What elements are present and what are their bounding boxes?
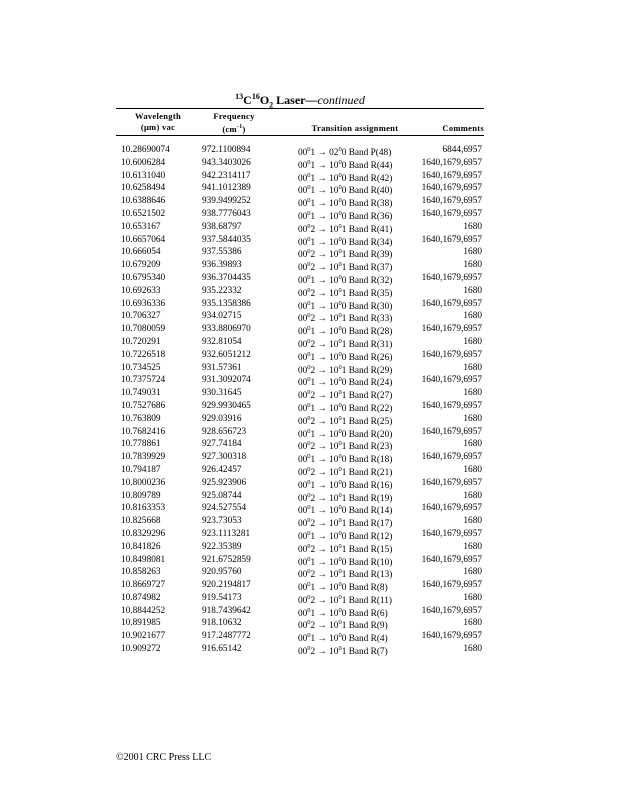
cell-frequency: 972.1100894 (202, 145, 251, 155)
table-top-rule (116, 108, 484, 109)
cell-transition: $00^02 \to 10^01$ Band R(37) (298, 261, 393, 274)
cell-frequency: 931.57361 (202, 362, 242, 373)
arrow-icon: → (317, 301, 327, 312)
table-row (116, 554, 484, 567)
cell-wavelength: 10.679209 (121, 260, 161, 271)
cell-comments: 1680 (463, 260, 482, 271)
cell-wavelength: 10.706327 (121, 311, 161, 322)
cell-comments: 1680 (463, 567, 482, 578)
cell-transition: $00^01 \to 10^00$ Band R(28) (298, 325, 393, 338)
continued-label: continued (317, 93, 365, 107)
cell-comments: 1640,1679,6957 (421, 234, 482, 245)
cell-transition: $00^02 \to 10^01$ Band R(11) (298, 593, 392, 606)
cell-wavelength: 10.666054 (121, 247, 161, 258)
cell-wavelength: 10.825668 (121, 516, 161, 527)
arrow-icon: → (317, 314, 327, 325)
cell-comments: 1640,1679,6957 (421, 157, 482, 168)
cell-transition: $00^02 \to 10^01$ Band R(9) (298, 619, 388, 632)
arrow-icon: → (317, 557, 327, 568)
table-row (116, 221, 484, 234)
arrow-icon: → (317, 250, 327, 261)
cell-frequency: 924.527554 (202, 503, 247, 514)
cell-comments: 1640,1679,6957 (421, 375, 482, 386)
cell-comments: 1680 (463, 388, 482, 399)
cell-comments: 1640,1679,6957 (421, 208, 482, 219)
cell-frequency: 942.2314117 (202, 170, 251, 181)
cell-comments: 1640,1679,6957 (421, 580, 482, 591)
cell-frequency: 943.3403026 (202, 157, 251, 168)
arrow-icon: → (317, 455, 327, 466)
cell-wavelength: 10.6657064 (121, 234, 166, 245)
cell-comments: 1640,1679,6957 (421, 528, 482, 539)
arrow-icon: → (317, 212, 327, 223)
table-row (116, 490, 484, 503)
table-row (116, 643, 484, 656)
cell-frequency: 922.35389 (202, 541, 242, 552)
arrow-icon: → (317, 506, 327, 517)
table-row (116, 157, 484, 170)
cell-wavelength: 10.734525 (121, 362, 161, 373)
cell-comments: 1680 (463, 362, 482, 373)
cell-wavelength: 10.858263 (121, 567, 161, 578)
cell-transition: $00^02 \to 10^01$ Band R(21) (298, 465, 393, 479)
table-row (116, 208, 484, 221)
copyright-footer: ©2001 CRC Press LLC (116, 752, 212, 763)
header-frequency: Frequency $(cm^{-1})$ (213, 111, 255, 134)
arrow-icon: → (317, 288, 327, 299)
cell-transition: $00^01 \to 10^00$ Band R(42) (298, 171, 393, 184)
cell-frequency: 929.03916 (202, 413, 242, 424)
cell-frequency: 920.2194817 (202, 580, 251, 591)
cell-wavelength: 10.6258494 (121, 183, 166, 194)
cell-comments: 1680 (463, 413, 482, 424)
cell-wavelength: 10.778861 (121, 439, 161, 450)
cell-frequency: 918.10632 (202, 618, 242, 629)
arrow-icon: → (317, 608, 327, 619)
cell-wavelength: 10.7080059 (121, 324, 166, 335)
cell-frequency: 927.74184 (202, 439, 242, 450)
cell-frequency: 916.65142 (202, 644, 242, 655)
cell-transition: $00^01 \to 10^00$ Band R(32) (298, 273, 393, 287)
cell-comments: 1640,1679,6957 (421, 503, 482, 514)
table-row (116, 234, 484, 247)
arrow-icon: → (317, 340, 327, 351)
table-row (116, 515, 484, 528)
cell-transition: $00^02 \to 10^01$ Band R(33) (298, 312, 393, 325)
table-row (116, 336, 484, 349)
cell-wavelength: 10.6006284 (121, 157, 166, 168)
header-comments: Comments (442, 123, 484, 133)
cell-wavelength: 10.6388646 (121, 196, 166, 207)
table-row (116, 246, 484, 259)
header-transition: Transition assignment (311, 123, 399, 133)
arrow-icon: → (317, 263, 327, 274)
cell-transition: $00^01 \to 10^00$ Band R(38) (298, 197, 393, 210)
table-row (116, 323, 484, 336)
table-row (116, 451, 484, 464)
cell-comments: 1640,1679,6957 (421, 400, 482, 411)
cell-transition: $00^01 \to 10^00$ Band R(18) (298, 453, 393, 466)
cell-wavelength: 10.7839929 (121, 452, 166, 463)
cell-transition: $00^02 \to 10^01$ Band R(39) (298, 248, 393, 261)
cell-comments: 1640,1679,6957 (421, 183, 482, 194)
arrow-icon: → (317, 519, 327, 530)
table-row (116, 285, 484, 298)
arrow-icon: → (317, 237, 327, 248)
cell-transition: $00^02 \to 10^01$ Band R(19) (298, 491, 393, 504)
cell-frequency: 925.923906 (202, 477, 247, 488)
cell-transition: $00^02 \to 10^01$ Band R(7) (298, 645, 388, 658)
cell-transition: $00^01 \to 10^00$ Band R(34) (298, 235, 393, 248)
cell-comments: 1640,1679,6957 (421, 196, 482, 207)
cell-frequency: 920.95760 (202, 567, 242, 578)
arrow-icon: → (317, 429, 327, 440)
arrow-icon: → (317, 442, 327, 453)
cell-wavelength: 10.7682416 (121, 426, 166, 437)
cell-transition: $00^02 \to 10^01$ Band R(35) (298, 286, 393, 299)
cell-wavelength: 10.749031 (121, 388, 161, 399)
cell-frequency: 923.1113281 (202, 528, 251, 539)
cell-frequency: 921.6752859 (202, 554, 251, 565)
cell-wavelength: 10.8163353 (121, 503, 166, 514)
cell-transition: $00^01 \to 10^00$ Band R(16) (298, 478, 393, 491)
cell-frequency: 935.1358386 (202, 298, 251, 309)
arrow-icon: → (317, 391, 327, 402)
cell-comments: 1640,1679,6957 (421, 170, 482, 181)
cell-transition: $00^02 \to 10^01$ Band R(41) (298, 222, 393, 235)
cell-transition: $00^02 \to 10^01$ Band R(15) (298, 542, 393, 555)
cell-transition: $00^01 \to 10^00$ Band R(44) (298, 158, 393, 171)
cell-comments: 1680 (463, 464, 482, 475)
cell-comments: 1680 (463, 516, 482, 527)
cell-frequency: 936.3704435 (202, 272, 251, 283)
cell-frequency: 938.68797 (202, 221, 242, 232)
cell-transition: $00^01 \to 10^00$ Band R(20) (298, 427, 393, 440)
cell-wavelength: 10.7527686 (121, 400, 166, 411)
cell-transition: $00^01 \to 10^00$ Band R(6) (298, 606, 388, 619)
cell-transition: $00^01 \to 10^00$ Band R(24) (298, 376, 393, 389)
cell-frequency: 936.39893 (202, 260, 242, 271)
cell-frequency: 937.5844035 (202, 234, 251, 245)
table-row (116, 349, 484, 362)
cell-comments: 1680 (463, 644, 482, 655)
cell-wavelength: 10.9021677 (121, 631, 166, 642)
cell-frequency: 925.08744 (202, 490, 242, 501)
cell-comments: 1680 (463, 439, 482, 450)
table-row (116, 272, 484, 285)
cell-wavelength: 10.8329296 (121, 528, 166, 539)
arrow-icon: → (317, 416, 327, 427)
arrow-icon: → (317, 327, 327, 338)
table-row (116, 400, 484, 413)
arrow-icon: → (317, 621, 327, 632)
cell-frequency: 932.6051212 (202, 349, 251, 360)
cell-comments: 1680 (463, 221, 482, 232)
table-row (116, 182, 484, 195)
cell-transition: $00^01 \to 10^00$ Band R(22) (298, 401, 393, 415)
arrow-icon: → (317, 583, 327, 594)
table-row (116, 464, 484, 477)
cell-comments: 1680 (463, 336, 482, 347)
arrow-icon: → (317, 634, 327, 645)
cell-comments: 6844,6957 (442, 145, 482, 155)
cell-wavelength: 10.6521502 (121, 208, 166, 219)
cell-comments: 1640,1679,6957 (421, 631, 482, 642)
cell-frequency: 941.1012389 (202, 183, 251, 194)
arrow-icon: → (317, 468, 327, 479)
cell-wavelength: 10.8498081 (121, 554, 166, 565)
table-row (116, 413, 484, 426)
cell-frequency: 917.2487772 (202, 631, 251, 642)
cell-wavelength: 10.8000236 (121, 477, 166, 488)
arrow-icon: → (317, 365, 327, 376)
arrow-icon: → (317, 647, 327, 658)
table-row (116, 617, 484, 630)
table-row (116, 298, 484, 311)
arrow-icon: → (317, 532, 327, 542)
cell-comments: 1680 (463, 285, 482, 296)
cell-frequency: 928.656723 (202, 426, 247, 437)
table-header-rule (116, 135, 484, 136)
cell-transition: $00^02 \to 10^01$ Band R(25) (298, 414, 393, 427)
cell-comments: 1640,1679,6957 (421, 426, 482, 437)
cell-wavelength: 10.809789 (121, 490, 161, 501)
arrow-icon: → (317, 595, 327, 606)
cell-comments: 1640,1679,6957 (421, 272, 482, 283)
cell-wavelength: 10.6795340 (121, 272, 166, 283)
cell-comments: 1640,1679,6957 (421, 554, 482, 565)
cell-wavelength: 10.653167 (121, 221, 161, 232)
cell-wavelength: 10.874982 (121, 592, 161, 603)
cell-wavelength: 10.8669727 (121, 580, 166, 591)
table-row (116, 170, 484, 183)
arrow-icon: → (317, 173, 327, 184)
cell-frequency: 918.7439642 (202, 605, 251, 616)
cell-comments: 1640,1679,6957 (421, 477, 482, 488)
cell-transition: $00^02 \to 10^01$ Band R(31) (298, 337, 393, 351)
cell-transition: $00^02 \to 10^01$ Band R(23) (298, 440, 393, 453)
cell-frequency: 937.55386 (202, 247, 242, 258)
cell-comments: 1680 (463, 247, 482, 258)
cell-transition: $00^01 \to 10^00$ Band R(26) (298, 350, 393, 363)
cell-frequency: 934.02715 (202, 311, 242, 322)
cell-wavelength: 10.7226518 (121, 349, 166, 360)
table-row (116, 605, 484, 618)
cell-frequency: 923.73053 (202, 516, 242, 527)
arrow-icon: → (317, 160, 327, 171)
cell-wavelength: 10.8844252 (121, 605, 166, 616)
table-row (116, 374, 484, 387)
table-row (116, 259, 484, 272)
cell-frequency: 930.31645 (202, 388, 242, 399)
cell-transition: $00^02 \to 10^01$ Band R(13) (298, 568, 393, 581)
cell-wavelength: 10.6131040 (121, 170, 166, 181)
cell-frequency: 919.54173 (202, 592, 242, 603)
cell-frequency: 926.42457 (202, 464, 242, 475)
cell-comments: 1680 (463, 541, 482, 552)
cell-comments: 1640,1679,6957 (421, 349, 482, 360)
cell-frequency: 933.8806970 (202, 324, 251, 335)
cell-frequency: 931.3092074 (202, 375, 251, 386)
arrow-icon: → (317, 224, 327, 235)
arrow-icon: → (317, 570, 327, 581)
cell-wavelength: 10.692633 (121, 285, 161, 296)
cell-transition: $00^01 \to 10^00$ Band R(36) (298, 209, 393, 223)
cell-transition: $00^01 \to 10^00$ Band R(10) (298, 555, 393, 568)
header-wavelength: Wavelength (μm) vac (135, 111, 181, 132)
table-row (116, 426, 484, 439)
arrow-icon: → (317, 378, 327, 389)
cell-wavelength: 10.891985 (121, 618, 161, 629)
cell-transition: $00^01 \to 10^00$ Band R(40) (298, 184, 393, 197)
table-body (116, 144, 484, 656)
cell-comments: 1640,1679,6957 (421, 605, 482, 616)
arrow-icon: → (317, 404, 327, 415)
cell-frequency: 932.81054 (202, 336, 242, 347)
table-row (116, 502, 484, 515)
cell-transition: $00^02 \to 10^01$ Band R(27) (298, 389, 393, 402)
table-title: $^{13}C^{16}O_2$ Laser—continued (235, 92, 365, 110)
cell-frequency: 929.9930465 (202, 400, 251, 411)
cell-wavelength: 10.6936336 (121, 298, 166, 309)
cell-frequency: 939.9499252 (202, 196, 251, 207)
cell-wavelength: 10.7375724 (121, 375, 166, 386)
table-row (116, 566, 484, 579)
cell-comments: 1680 (463, 618, 482, 629)
cell-wavelength: 10.28690074 (121, 145, 170, 155)
cell-transition: $00^01 \to 10^00$ Band R(12) (298, 529, 393, 542)
cell-frequency: 927.300318 (202, 452, 247, 463)
cell-comments: 1680 (463, 592, 482, 603)
cell-transition: $00^02 \to 10^01$ Band R(17) (298, 517, 393, 530)
table-row (116, 630, 484, 643)
arrow-icon: → (317, 493, 327, 504)
cell-transition: $00^01 \to 10^00$ Band R(8) (298, 581, 388, 594)
cell-frequency: 938.7776043 (202, 208, 251, 219)
cell-comments: 1680 (463, 490, 482, 501)
table-row (116, 438, 484, 451)
cell-wavelength: 10.720291 (121, 336, 161, 347)
arrow-icon: → (317, 148, 327, 159)
arrow-icon: → (317, 199, 327, 210)
cell-wavelength: 10.763809 (121, 413, 161, 424)
arrow-icon: → (317, 276, 327, 287)
cell-wavelength: 10.794187 (121, 464, 161, 475)
cell-transition: $00^01 \to 10^00$ Band R(14) (298, 504, 393, 517)
cell-comments: 1640,1679,6957 (421, 324, 482, 335)
table-row (116, 477, 484, 490)
cell-wavelength: 10.841826 (121, 541, 161, 552)
table-row (116, 144, 484, 157)
cell-comments: 1680 (463, 311, 482, 322)
table-row (116, 579, 484, 592)
arrow-icon: → (317, 352, 327, 363)
arrow-icon: → (317, 544, 327, 555)
cell-frequency: 935.22332 (202, 285, 242, 296)
cell-wavelength: 10.909272 (121, 644, 161, 655)
table-row (116, 528, 484, 541)
arrow-icon: → (317, 186, 327, 197)
cell-transition: $00^01 \to 10^00$ Band R(30) (298, 299, 393, 312)
table-row (116, 387, 484, 400)
cell-transition: $00^02 \to 10^01$ Band R(29) (298, 363, 393, 376)
cell-comments: 1640,1679,6957 (421, 298, 482, 309)
cell-transition: $00^01 \to 02^00$ Band P(48) (298, 146, 392, 159)
cell-transition: $00^01 \to 10^00$ Band R(4) (298, 632, 388, 645)
arrow-icon: → (317, 480, 327, 491)
cell-comments: 1640,1679,6957 (421, 452, 482, 463)
table-row (116, 362, 484, 375)
table-row (116, 310, 484, 323)
table-row (116, 592, 484, 605)
table-row (116, 541, 484, 554)
table-row (116, 195, 484, 208)
